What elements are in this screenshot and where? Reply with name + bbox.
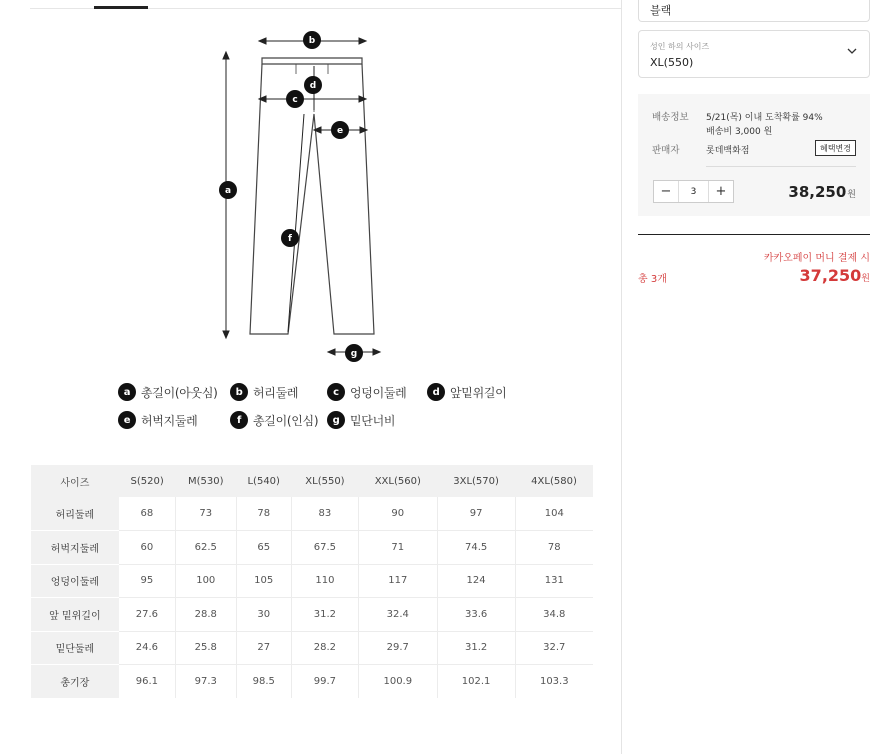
legend-item: g 밑단너비 (327, 411, 427, 429)
legend-marker-icon: a (118, 383, 136, 401)
row-header: 엉덩이둘레 (31, 564, 119, 598)
legend-marker-icon: c (327, 383, 345, 401)
table-cell: 104 (515, 497, 593, 531)
table-cell: 29.7 (358, 631, 437, 665)
info-separator (706, 166, 856, 167)
size-select-label: 성인 하의 사이즈 (650, 42, 710, 51)
legend-item: a 총길이(아웃심) (118, 383, 230, 401)
tab-active-indicator[interactable] (94, 6, 148, 9)
order-panel (622, 0, 891, 754)
table-header-row (31, 465, 593, 497)
svg-text:d: d (309, 81, 317, 91)
svg-text:b: b (308, 36, 316, 46)
row-header: 허리둘레 (31, 497, 119, 531)
kakaopay-note: 카카오페이 머니 결제 시 (763, 253, 870, 264)
decrease-quantity-button[interactable]: − (660, 184, 672, 199)
color-select-value: 블랙 (650, 4, 672, 17)
quantity-input[interactable]: 3 (678, 181, 709, 202)
column-header: S(520) (119, 465, 176, 497)
table-cell: 95 (119, 564, 176, 598)
table-cell: 117 (358, 564, 437, 598)
delivery-fee: 배송비 3,000 원 (706, 127, 773, 137)
seller-value: 롯데백화점 (706, 146, 750, 156)
svg-text:f: f (288, 234, 292, 244)
measurement-legend (118, 378, 538, 434)
table-cell: 32.7 (515, 631, 593, 665)
table-cell: 60 (119, 531, 176, 565)
column-header: 3XL(570) (437, 465, 515, 497)
delivery-info-box (638, 94, 870, 216)
table-cell: 90 (358, 497, 437, 531)
table-cell: 96.1 (119, 665, 176, 699)
svg-text:g: g (350, 349, 358, 359)
legend-marker-icon: g (327, 411, 345, 429)
table-cell: 110 (291, 564, 358, 598)
svg-text:a: a (224, 186, 232, 196)
table-cell: 99.7 (291, 665, 358, 699)
legend-marker-icon: e (118, 411, 136, 429)
legend-item: e 허벅지둘레 (118, 411, 230, 429)
table-cell: 103.3 (515, 665, 593, 699)
table-cell: 78 (236, 497, 291, 531)
total-divider (638, 234, 870, 235)
column-header: L(540) (236, 465, 291, 497)
table-cell: 24.6 (119, 631, 176, 665)
table-cell: 33.6 (437, 598, 515, 632)
row-header: 허벅지둘레 (31, 531, 119, 565)
table-cell: 67.5 (291, 531, 358, 565)
pants-diagram (210, 22, 390, 367)
color-select[interactable] (638, 0, 870, 22)
table-cell: 28.8 (175, 598, 236, 632)
svg-text:e: e (336, 126, 344, 136)
table-cell: 100.9 (358, 665, 437, 699)
legend-item: f 총길이(인심) (230, 411, 327, 429)
table-cell: 25.8 (175, 631, 236, 665)
table-cell: 62.5 (175, 531, 236, 565)
table-cell: 97.3 (175, 665, 236, 699)
column-header: XL(550) (291, 465, 358, 497)
table-cell: 30 (236, 598, 291, 632)
legend-item: d 앞밑위길이 (427, 383, 527, 401)
column-header: M(530) (175, 465, 236, 497)
table-cell: 105 (236, 564, 291, 598)
legend-marker-icon: d (427, 383, 445, 401)
table-cell: 73 (175, 497, 236, 531)
delivery-info-label: 배송정보 (652, 112, 689, 123)
size-select[interactable] (638, 30, 870, 78)
table-cell: 78 (515, 531, 593, 565)
svg-text:c: c (292, 95, 298, 105)
increase-quantity-button[interactable]: + (715, 184, 727, 199)
table-cell: 71 (358, 531, 437, 565)
table-cell: 98.5 (236, 665, 291, 699)
seller-label: 판매자 (652, 145, 680, 156)
row-header: 앞 밑위길이 (31, 598, 119, 632)
table-cell: 100 (175, 564, 236, 598)
row-header: 밑단둘레 (31, 631, 119, 665)
quantity-stepper (653, 180, 734, 203)
table-row (31, 531, 593, 565)
column-header: 사이즈 (31, 465, 119, 497)
legend-item: b 허리둘레 (230, 383, 327, 401)
table-cell: 65 (236, 531, 291, 565)
table-row (31, 598, 593, 632)
chevron-down-icon (847, 47, 857, 58)
table-cell: 131 (515, 564, 593, 598)
table-cell: 74.5 (437, 531, 515, 565)
table-row (31, 631, 593, 665)
table-cell: 102.1 (437, 665, 515, 699)
total-price: 37,250원 (799, 266, 870, 285)
table-cell: 32.4 (358, 598, 437, 632)
row-header: 총기장 (31, 665, 119, 699)
table-cell: 68 (119, 497, 176, 531)
table-row (31, 497, 593, 531)
legend-marker-icon: b (230, 383, 248, 401)
table-cell: 31.2 (291, 598, 358, 632)
column-header: XXL(560) (358, 465, 437, 497)
table-cell: 27 (236, 631, 291, 665)
size-select-value: XL(550) (650, 56, 694, 69)
table-cell: 34.8 (515, 598, 593, 632)
table-cell: 124 (437, 564, 515, 598)
legend-marker-icon: f (230, 411, 248, 429)
table-cell: 97 (437, 497, 515, 531)
table-cell: 31.2 (437, 631, 515, 665)
total-count: 총 3개 (638, 274, 667, 285)
table-cell: 83 (291, 497, 358, 531)
table-cell: 27.6 (119, 598, 176, 632)
table-row (31, 665, 593, 699)
table-row (31, 564, 593, 598)
item-price: 38,250원 (788, 183, 856, 201)
benefit-change-button[interactable]: 혜택변경 (815, 140, 856, 156)
delivery-eta: 5/21(목) 이내 도착확률 94% (706, 113, 823, 123)
size-table (31, 465, 593, 698)
legend-item: c 엉덩이둘레 (327, 383, 427, 401)
column-header: 4XL(580) (515, 465, 593, 497)
table-cell: 28.2 (291, 631, 358, 665)
